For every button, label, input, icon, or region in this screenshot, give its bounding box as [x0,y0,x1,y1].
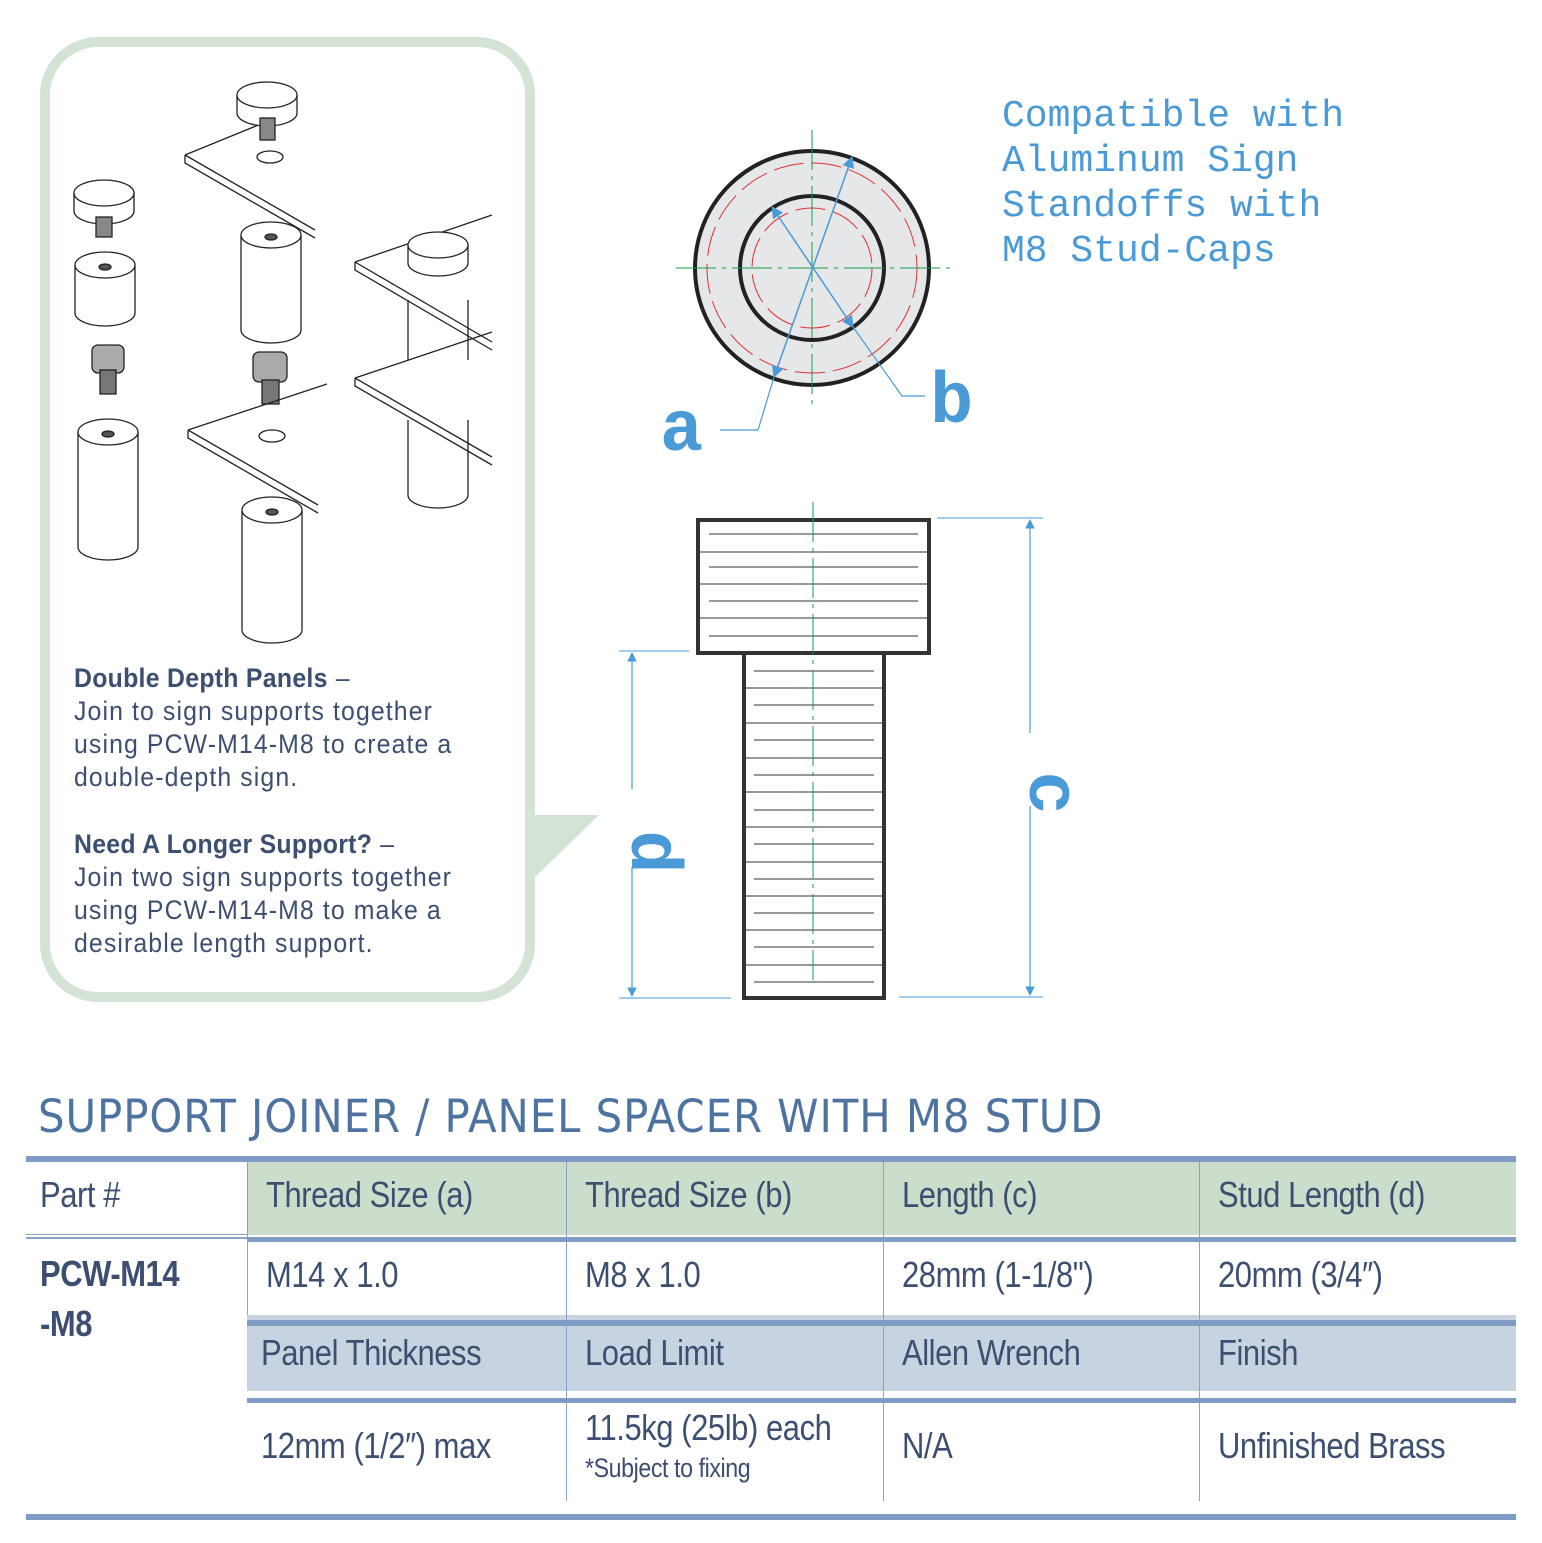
part-number-cell [26,1235,247,1501]
label-a: a [660,390,704,472]
table-rule-header2-bottom [247,1398,1516,1403]
value-finish: Unfinished Brass [1199,1391,1516,1501]
header-thread-b: Thread Size (b) [566,1156,883,1235]
label-c: c [1008,771,1090,815]
value-panel-thickness: 12mm (1/2″) max [261,1424,491,1466]
value-length-c: 28mm (1-1/8") [883,1235,1199,1315]
header-load-limit: Load Limit [566,1315,883,1391]
value-thread-b: M8 x 1.0 [566,1235,883,1315]
part-number-line2: -M8 [40,1303,93,1344]
part-label-divider [26,1237,247,1239]
part-label-cell: Part # [40,1174,121,1215]
section-heading: Double Depth Panels [74,663,328,693]
value-allen-wrench: N/A [883,1391,1199,1501]
header-length-c: Length (c) [883,1156,1199,1235]
part-number-line1: PCW-M14 [40,1253,180,1294]
top-view [660,130,973,472]
side-view [610,502,1090,998]
header-thread-a: Thread Size (a) [247,1156,566,1235]
spec-table [26,1156,1516,1501]
value-thread-a: M14 x 1.0 [247,1235,566,1315]
table-rule-bottom [26,1514,1516,1520]
table-rule-header2-top [247,1320,1516,1326]
header-row-1 [26,1156,1516,1235]
header-panel-thickness: Panel Thickness [247,1315,566,1391]
header-finish: Finish [1199,1315,1516,1391]
callout-section-double-depth: Double Depth Panels – Join to sign supports together using PCW-M14-M8 to create a double-depth sign. [74,663,453,792]
table-rule-header1 [247,1237,1516,1242]
label-b: b [930,362,974,444]
section-heading: Need A Longer Support? [74,829,373,859]
value-stud-length-d: 20mm (3/4″) [1199,1235,1516,1315]
label-d: d [610,830,692,874]
value-row-1 [26,1235,1516,1315]
value-load-limit: 11.5kg (25lb) each *Subject to fixing [566,1391,883,1501]
table-rule-top [26,1156,1516,1162]
callout-section-longer-support: Need A Longer Support? – Join two sign supports together using PCW-M14-M8 to make a desirable length support. [74,829,453,958]
header-allen-wrench: Allen Wrench [883,1315,1199,1391]
product-title: SUPPORT JOINER / PANEL SPACER WITH M8 STUD [38,1090,1104,1143]
header-stud-length-d: Stud Length (d) [1199,1156,1516,1235]
value-row-2 [26,1391,1516,1501]
compatibility-note: Compatible with Aluminum Sign Standoffs with M8 Stud-Caps [1002,95,1345,273]
load-limit-note: *Subject to fixing [584,1453,750,1483]
